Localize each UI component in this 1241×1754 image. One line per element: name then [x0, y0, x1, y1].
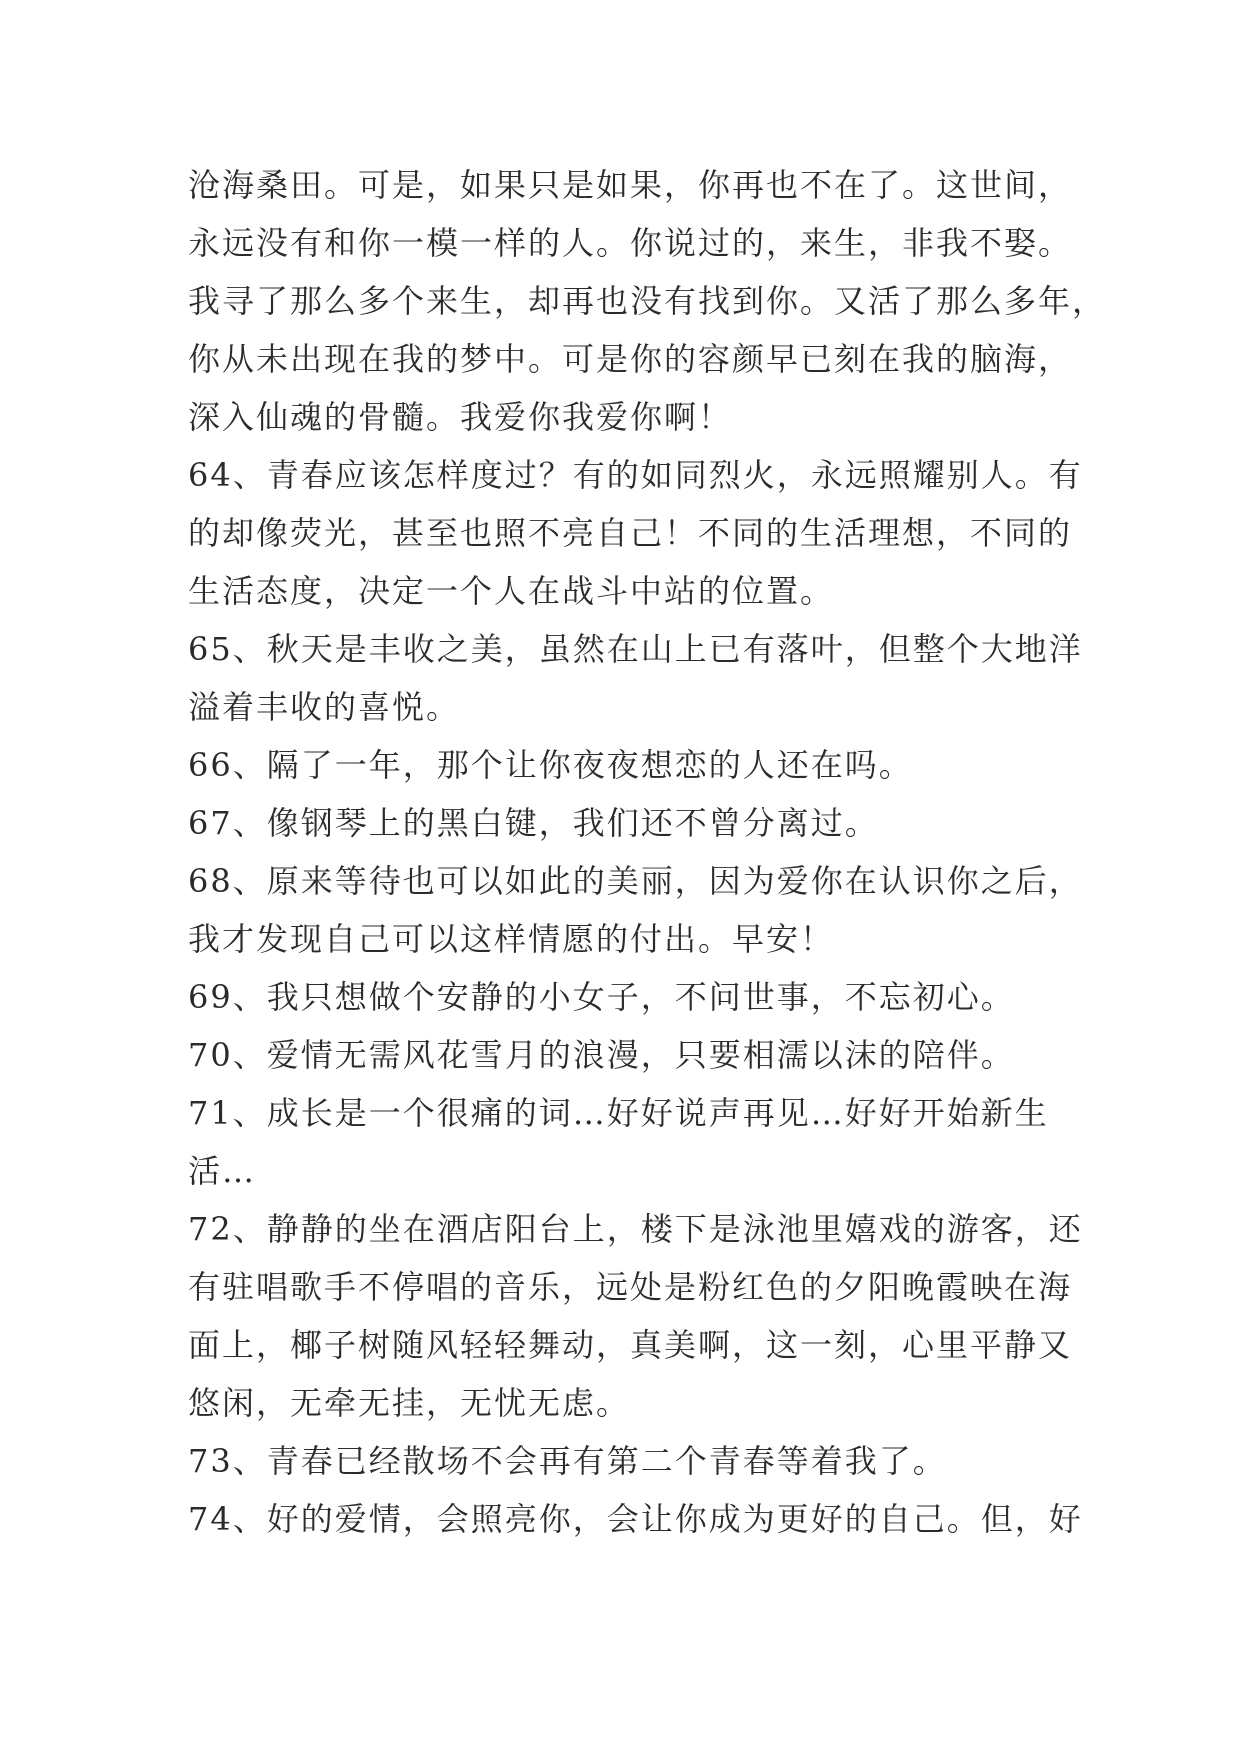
text-line: 深入仙魂的骨髓。我爱你我爱你啊！ — [188, 398, 733, 436]
text-line: 悠闲，无牵无挂，无忧无虑。 — [188, 1384, 631, 1422]
text-line: 我寻了那么多个来生，却再也没有找到你。又活了那么多年， — [188, 282, 1107, 320]
text-line: 我才发现自己可以这样情愿的付出。早安！ — [188, 920, 835, 958]
text-line: 70、爱情无需风花雪月的浪漫，只要相濡以沫的陪伴。 — [188, 1036, 1015, 1074]
text-line: 你从未出现在我的梦中。可是你的容颜早已刻在我的脑海， — [188, 340, 1073, 378]
text-line: 73、青春已经散场不会再有第二个青春等着我了。 — [188, 1442, 947, 1480]
text-line: 72、静静的坐在酒店阳台上，楼下是泳池里嬉戏的游客，还 — [188, 1210, 1083, 1248]
text-line: 65、秋天是丰收之美，虽然在山上已有落叶，但整个大地洋 — [188, 630, 1083, 668]
text-line: 有驻唱歌手不停唱的音乐，远处是粉红色的夕阳晚霞映在海 — [188, 1268, 1073, 1306]
text-line: 生活态度，决定一个人在战斗中站的位置。 — [188, 572, 835, 610]
text-line: 74、好的爱情，会照亮你，会让你成为更好的自己。但，好 — [188, 1500, 1083, 1538]
text-line: 66、隔了一年，那个让你夜夜想恋的人还在吗。 — [188, 746, 913, 784]
text-line: 活… — [188, 1152, 257, 1190]
text-line: 的却像荧光，甚至也照不亮自己！不同的生活理想，不同的 — [188, 514, 1073, 552]
text-line: 71、成长是一个很痛的词…好好说声再见…好好开始新生 — [188, 1094, 1049, 1132]
text-line: 68、原来等待也可以如此的美丽，因为爱你在认识你之后， — [188, 862, 1083, 900]
text-line: 69、我只想做个安静的小女子，不问世事，不忘初心。 — [188, 978, 1015, 1016]
text-line: 沧海桑田。可是，如果只是如果，你再也不在了。这世间， — [188, 166, 1073, 204]
text-line: 溢着丰收的喜悦。 — [188, 688, 461, 726]
text-line: 面上，椰子树随风轻轻舞动，真美啊，这一刻，心里平静又 — [188, 1326, 1073, 1364]
document-body — [188, 156, 1107, 1548]
text-line: 64、青春应该怎样度过？有的如同烈火，永远照耀别人。有 — [188, 456, 1083, 494]
text-line: 永远没有和你一模一样的人。你说过的，来生，非我不娶。 — [188, 224, 1073, 262]
text-line: 67、像钢琴上的黑白键，我们还不曾分离过。 — [188, 804, 879, 842]
